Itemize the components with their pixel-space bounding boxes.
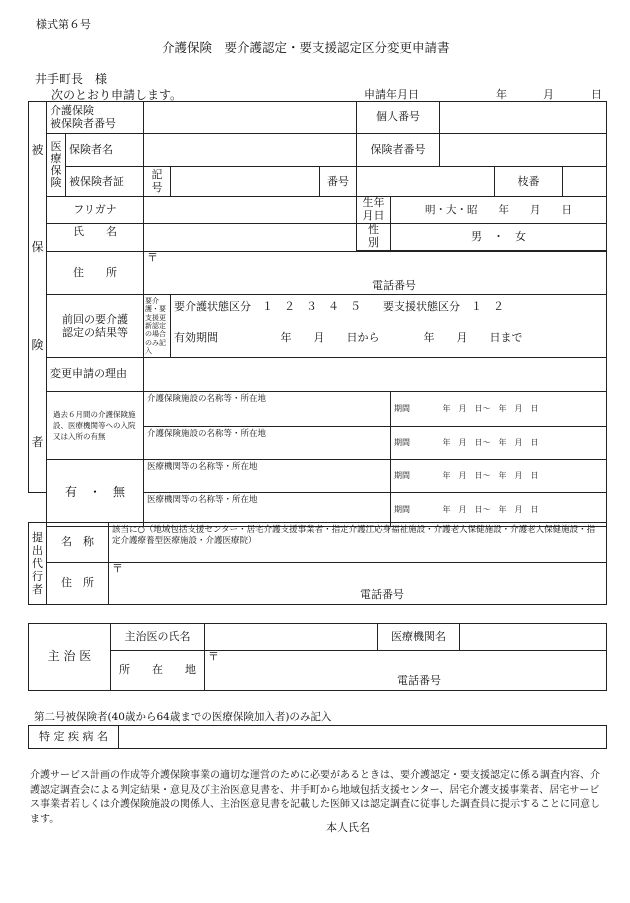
range-4[interactable]: 年 月 日～ 年 月 日 [440,493,607,527]
disease-table [28,725,607,749]
agent-postal-mark: 〒 [112,562,123,575]
personal-number-input[interactable] [440,102,607,134]
insured-number-label: 介護保険 被保険者番号 [47,102,144,134]
sex-options[interactable]: 男 ・ 女 [391,223,607,251]
doctor-name-input[interactable] [205,624,378,651]
page-title: 介護保険 要介護認定・要支援認定区分変更申請書 [162,40,450,55]
presence-options[interactable]: 有 ・ 無 [47,459,144,526]
edaban-label: 枝番 [495,167,563,197]
care-level-row[interactable]: 要介護状態区分 １ ２ ３ ４ ５ 要支援状態区分 １ ２ [171,295,607,319]
kikan-label-3: 期間 [391,459,440,492]
facility-history-label: 過去６月間の介護保険施設、医療機関等への入院又は入所の有無 [47,392,144,459]
doctor-postal-mark: 〒 [208,650,219,663]
kikan-label-1: 期間 [391,392,440,426]
furigana-input[interactable] [144,197,357,223]
intro-text: 次のとおり申請します。 [51,88,183,102]
prev-result-label: 前回の要介護 認定の結果等 [47,295,144,358]
insurer-number-label: 保険者番号 [357,134,440,167]
date-label: 申請年月日 [364,88,419,101]
address-input[interactable] [144,252,607,295]
date-day: 日 [591,88,602,101]
disease-input[interactable] [119,726,607,749]
kigo-label: 記号 [144,167,171,197]
disease-label: 特 定 疾 病 名 [29,726,119,749]
agent-address-label: 住 所 [47,563,109,605]
personal-number-label: 個人番号 [357,102,440,134]
signature-label: 本人氏名 [326,821,370,834]
furigana-label: フリガナ [47,197,144,223]
name-label: 氏 名 [47,223,144,252]
doctor-name-label: 主治医の氏名 [111,624,205,651]
phone-label: 電話番号 [372,278,416,292]
bango-label: 番号 [320,167,357,197]
facility-row-4[interactable]: 医療機関等の名称等・所在地 [144,493,391,527]
location-label: 所 在 地 [111,651,205,691]
agent-name-label: 名 称 [47,523,109,563]
secondary-note: 第二号被保険者(40歳から64歳までの医療保険加入者)のみ記入 [34,711,332,723]
change-reason-input[interactable] [144,358,607,392]
valid-period-label: 有効期間 [171,319,278,358]
range-1[interactable]: 年 月 日～ 年 月 日 [440,392,607,426]
medical-insurance-label: 医 療 保 険 [47,134,66,197]
valid-period-value[interactable]: 年 月 日から 年 月 日まで [278,319,607,358]
agent-phone-label: 電話番号 [360,588,404,602]
facility-row-3[interactable]: 医療機関等の名称等・所在地 [144,459,391,492]
doctor-label: 主 治 医 [29,624,111,691]
birthdate-value[interactable]: 明・大・昭 年 月 日 [391,197,607,223]
prev-note: 要介護・要支援更新認定の場合のみ記入 [144,295,171,358]
postal-mark: 〒 [147,251,158,265]
medical-org-label: 医療機関名 [378,624,460,651]
agent-address-input[interactable] [109,563,607,605]
date-year: 年 [496,88,507,101]
sex-label: 性 別 [357,223,391,251]
date-month: 月 [543,88,554,101]
addressee: 井手町長 様 [35,72,108,86]
change-reason-label: 変更申請の理由 [47,358,144,392]
insurer-name-input[interactable] [144,134,357,167]
agent-note[interactable]: 該当に○（地域包括支援センター・居宅介護支援事業者・指定介護江応身福祉施設・介護老人保健施設・介護老人保健施設・指定介護療養型医療施設・介護医療院） [109,523,607,563]
range-2[interactable]: 年 月 日～ 年 月 日 [440,426,607,459]
doctor-table [28,623,607,691]
birthdate-label: 生年月日 [357,197,391,223]
facility-row-1[interactable]: 介護保険施設の名称等・所在地 [144,392,391,426]
kigo-input[interactable] [171,167,320,197]
agent-side-label: 提 出 代 行 者 [29,523,47,605]
kikan-label-4: 期間 [391,493,440,527]
consent-text: 介護サービス計画の作成等介護保険事業の適切な運営のために必要があるときは、要介護認定・要支援認定に係る調査内容、介護認定調査会による判定結果・意見及び主治医意見書を、井手町から地域包括支援センター、居宅介護支援事業者、居宅サービス事業者若しくは介護保険施設の関係人、主治医意見書を記載した医師又は認定調査に従事した調査員に提示することに同意します。 [30,770,600,825]
kikan-label-2: 期間 [391,426,440,459]
insured-side-label: 被 保 険 者 [29,102,47,493]
edaban-input[interactable] [563,167,607,197]
insurer-number-input[interactable] [440,134,607,167]
insured-number-input[interactable] [144,102,357,134]
medical-org-input[interactable] [460,624,607,651]
form-number: 様式第６号 [36,18,91,31]
range-3[interactable]: 年 月 日～ 年 月 日 [440,459,607,492]
bango-input[interactable] [357,167,495,197]
facility-row-2[interactable]: 介護保険施設の名称等・所在地 [144,426,391,459]
agent-table [28,522,607,605]
name-input[interactable] [144,223,357,252]
insured-card-label: 被保険者証 [66,167,144,197]
insured-table [28,101,607,527]
insurer-name-label: 保険者名 [66,134,144,167]
location-input[interactable] [205,651,607,691]
doctor-phone-label: 電話番号 [397,674,441,688]
address-label: 住 所 [47,252,144,295]
